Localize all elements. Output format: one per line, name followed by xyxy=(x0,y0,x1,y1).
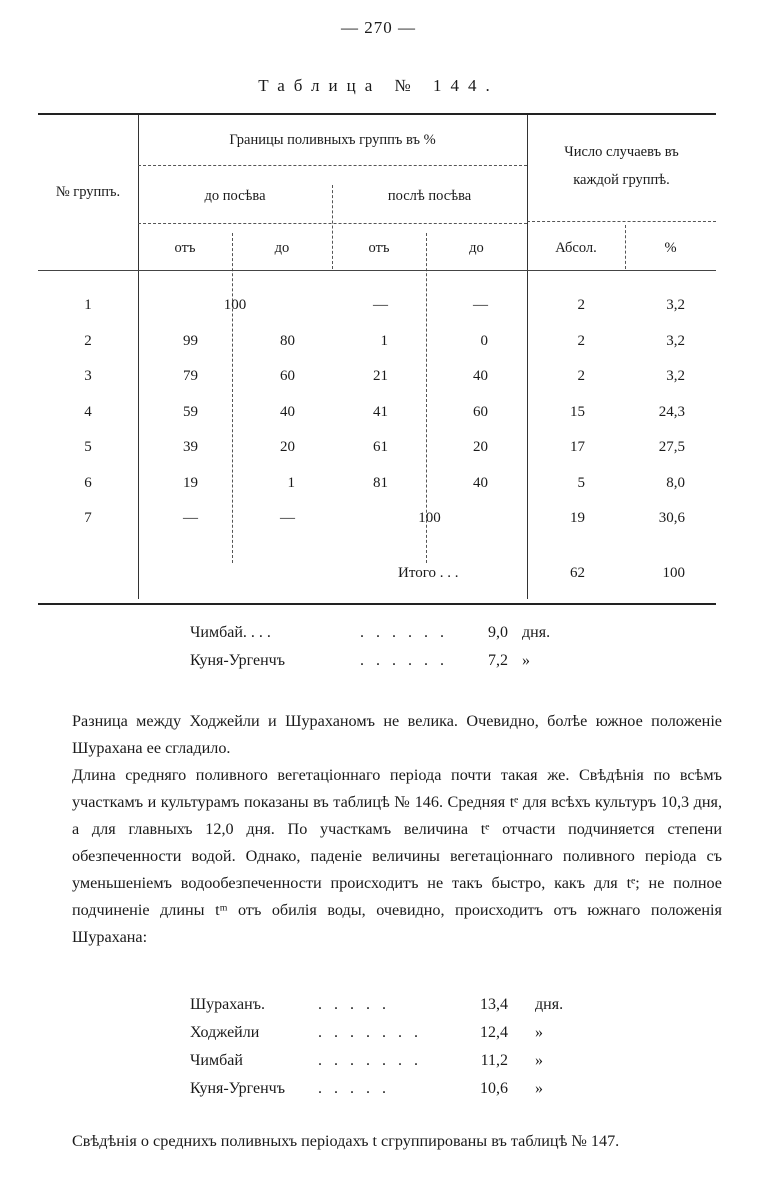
row-absolute: 17 xyxy=(570,439,585,455)
row-after-merged: 100 xyxy=(418,510,441,526)
row-group-no: 4 xyxy=(84,404,92,420)
row-percent: 27,5 xyxy=(658,439,685,455)
list-value: 10,6 xyxy=(480,1080,508,1097)
list-value: 13,4 xyxy=(480,996,508,1013)
row-after-to: 20 xyxy=(473,439,488,455)
paragraph-2-text: Длина средняго поливного вегетаціоннаго періода почти такая же. Свѣдѣнія по всѣмъ участкамъ и культурамъ показаны въ таблицѣ № 146. Средняя tᵉ для всѣхъ культуръ 10,3 дня, а для главныхъ 12,0 дня. По участкамъ величина tᵉ отчасти подчиняется степени обезпеченности водой. Однако, паденіе величины вегетаціоннаго поливного періода съ уменьшеніемъ водообезпеченности происходитъ не такъ быстро, какъ для tᵉ; не полное подчиненіе длины tᵐ отъ обилія воды, очевидно, происходитъ отъ южнаго положенія Шурахана: xyxy=(72,766,722,946)
row-absolute: 2 xyxy=(577,297,585,313)
row-group-no: 1 xyxy=(84,297,92,313)
list-label: Чимбай. . . . xyxy=(190,624,271,641)
header-cases-line1: Число случаевъ въ xyxy=(564,144,679,160)
row-after-from: 1 xyxy=(380,333,388,349)
row-percent: 8,0 xyxy=(666,475,685,491)
row-percent: 3,2 xyxy=(666,368,685,384)
header-absolute: Абсол. xyxy=(555,240,597,256)
row-after-from: 81 xyxy=(373,475,388,491)
list-unit: дня. xyxy=(522,624,551,641)
row-before-to: 40 xyxy=(280,404,295,420)
row-group-no: 2 xyxy=(84,333,92,349)
list-row xyxy=(190,1080,610,1108)
row-before-from: 99 xyxy=(183,333,198,349)
paragraph-1-text: Разница между Ходжейли и Шураханомъ не велика. Очевидно, болѣе южное положеніе Шурахана ее сгладило. xyxy=(72,712,722,757)
row-after-from: — xyxy=(373,297,388,313)
row-percent: 24,3 xyxy=(658,404,685,420)
row-group-no: 6 xyxy=(84,475,92,491)
list-value: 7,2 xyxy=(488,652,508,669)
header-after-sowing: послѣ посѣва xyxy=(387,188,472,204)
list-row xyxy=(190,996,610,1024)
list-label: Ходжейли xyxy=(190,1024,260,1041)
leader-dots: . . . . . xyxy=(318,996,390,1013)
list-unit: » xyxy=(535,1080,543,1097)
list-label: Чимбай xyxy=(190,1052,243,1069)
row-after-to: — xyxy=(473,297,488,313)
row-percent: 3,2 xyxy=(666,297,685,313)
row-before-to: 20 xyxy=(280,439,295,455)
list-unit: » xyxy=(535,1024,543,1041)
row-before-to: 1 xyxy=(287,475,295,491)
row-group-no: 5 xyxy=(84,439,92,455)
row-after-from: 41 xyxy=(373,404,388,420)
page-number: — 270 — xyxy=(341,18,416,37)
header-to-2: до xyxy=(469,240,484,256)
list-row xyxy=(190,1052,610,1080)
duration-list-2 xyxy=(190,996,610,1106)
row-absolute: 5 xyxy=(577,475,585,491)
header-from-2: отъ xyxy=(368,240,390,256)
paragraph-3-text: Свѣдѣнія о среднихъ поливныхъ періодахъ t сгруппированы въ таблицѣ № 147. xyxy=(72,1132,620,1150)
row-after-from: 61 xyxy=(373,439,388,455)
leader-dots: . . . . . . xyxy=(360,624,448,641)
row-after-to: 0 xyxy=(480,333,488,349)
row-before-from: 59 xyxy=(183,404,198,420)
leader-dots: . . . . . . . xyxy=(318,1052,422,1069)
row-percent: 30,6 xyxy=(658,510,685,526)
row-before-to: 80 xyxy=(280,333,295,349)
paragraph-2 xyxy=(72,762,722,951)
row-before-from: 79 xyxy=(183,368,198,384)
list-row xyxy=(190,1024,610,1052)
row-absolute: 19 xyxy=(570,510,585,526)
row-after-to: 40 xyxy=(473,475,488,491)
row-absolute: 2 xyxy=(577,368,585,384)
list-unit: дня. xyxy=(535,996,564,1013)
row-percent: 3,2 xyxy=(666,333,685,349)
header-percent: % xyxy=(664,240,677,256)
list-label: Шураханъ. xyxy=(190,996,265,1013)
row-absolute: 15 xyxy=(570,404,585,420)
table-title: Таблица № 144. xyxy=(258,76,499,95)
header-cases-line2: каждой группѣ. xyxy=(573,172,670,188)
total-label: Итого . . . xyxy=(398,565,459,581)
row-after-to: 40 xyxy=(473,368,488,384)
row-after-from: 21 xyxy=(373,368,388,384)
row-before-merged: 100 xyxy=(223,297,247,313)
leader-dots: . . . . . xyxy=(318,1080,390,1097)
header-group-no: № группъ. xyxy=(55,184,121,200)
data-table xyxy=(38,113,716,605)
row-absolute: 2 xyxy=(577,333,585,349)
row-before-to: — xyxy=(280,510,295,526)
list-label: Куня-Ургенчъ xyxy=(190,1080,285,1097)
total-percent: 100 xyxy=(662,565,685,581)
total-absolute: 62 xyxy=(570,565,585,581)
row-group-no: 3 xyxy=(84,368,92,384)
duration-list-1 xyxy=(190,624,610,684)
header-from-1: отъ xyxy=(174,240,196,256)
row-after-to: 60 xyxy=(473,404,488,420)
leader-dots: . . . . . . . xyxy=(318,1024,422,1041)
list-value: 9,0 xyxy=(488,624,508,641)
header-bounds: Границы поливныхъ группъ въ % xyxy=(229,132,436,148)
paragraph-1 xyxy=(72,708,722,762)
list-row xyxy=(190,624,610,652)
list-unit: » xyxy=(535,1052,543,1069)
list-row xyxy=(190,652,610,680)
list-value: 12,4 xyxy=(480,1024,508,1041)
header-to-1: до xyxy=(274,240,290,256)
paragraph-3 xyxy=(72,1128,722,1155)
list-value: 11,2 xyxy=(480,1052,508,1069)
leader-dots: . . . . . . xyxy=(360,652,448,669)
list-unit: » xyxy=(522,652,530,669)
row-before-from: 39 xyxy=(183,439,198,455)
list-label: Куня-Ургенчъ xyxy=(190,652,285,669)
row-before-from: — xyxy=(183,510,198,526)
row-before-to: 60 xyxy=(280,368,295,384)
row-group-no: 7 xyxy=(84,510,92,526)
row-before-from: 19 xyxy=(183,475,198,491)
header-before-sowing: до посѣва xyxy=(204,188,266,204)
